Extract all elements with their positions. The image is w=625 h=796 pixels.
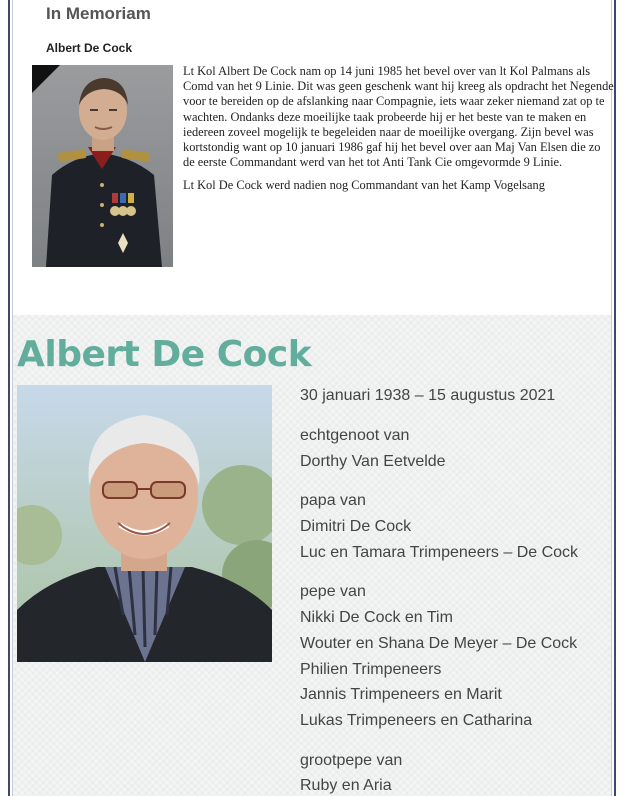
relation-group-grandchildren: [300, 582, 600, 736]
military-portrait-photo: [32, 65, 173, 267]
relation-name: Philien Trimpeneers: [300, 660, 442, 678]
relation-group-children: [300, 491, 600, 568]
relation-heading: echtgenoot van: [300, 427, 410, 444]
portrait-photo: [17, 385, 272, 662]
biography-paragraph: Lt Kol De Cock werd nadien nog Commandant van het Kamp Vogelsang: [183, 178, 545, 193]
relation-name: Nikki De Cock en Tim: [300, 609, 453, 627]
memoriam-biography: [183, 64, 615, 202]
page-frame-left: [8, 0, 10, 796]
relation-name: Jannis Trimpeneers en Marit: [300, 686, 502, 704]
relation-heading: pepe van: [300, 583, 366, 601]
memoriam-subject-name: Albert De Cock: [46, 41, 133, 55]
obituary-name-heading: Albert De Cock: [17, 334, 312, 375]
relation-name: Dimitri De Cock: [300, 518, 412, 536]
relation-group-spouse: [300, 426, 600, 477]
relation-heading: papa van: [300, 492, 366, 510]
relation-group-great-grandchildren: [300, 751, 600, 796]
memoriam-title: In Memoriam: [46, 4, 151, 23]
memoriam-section: [13, 0, 614, 312]
life-dates: 30 januari 1938 – 15 augustus 2021: [300, 387, 556, 404]
relation-heading: grootpepe van: [300, 751, 403, 769]
relation-name: Wouter en Shana De Meyer – De Cock: [300, 634, 578, 652]
biography-paragraph: Lt Kol Albert De Cock nam op 14 juni 1985 het bevel over van lt Kol Palmans als Comd van het 9 Linie. Dit was geen geschenk want hij kreeg als opdracht het Negende voor te bereiden op de afslanking naar Compagnie, iets waar zeker niemand zat op te wachten. Ondanks deze moeilijke taak probeerde hij er het beste van te maken en iedereen zoveel mogelijk te begeleiden naar de moeilijke overgang. Zijn bevel was kortstondig want op 10 januari 1986 gaf hij het bevel over aan Maj Van Elsen die zo de eerste Commandant werd van het tot Anti Tank Cie omgevormde 9 Linie.: [183, 64, 614, 170]
relation-name: Dorthy Van Eetvelde: [300, 452, 446, 470]
relation-name: Lukas Trimpeneers en Catharina: [300, 711, 533, 729]
relation-name: Ruby en Aria: [300, 777, 392, 795]
relation-name: Luc en Tamara Trimpeneers – De Cock: [300, 543, 579, 561]
obituary-details: [300, 386, 600, 796]
obituary-section: [13, 315, 611, 796]
